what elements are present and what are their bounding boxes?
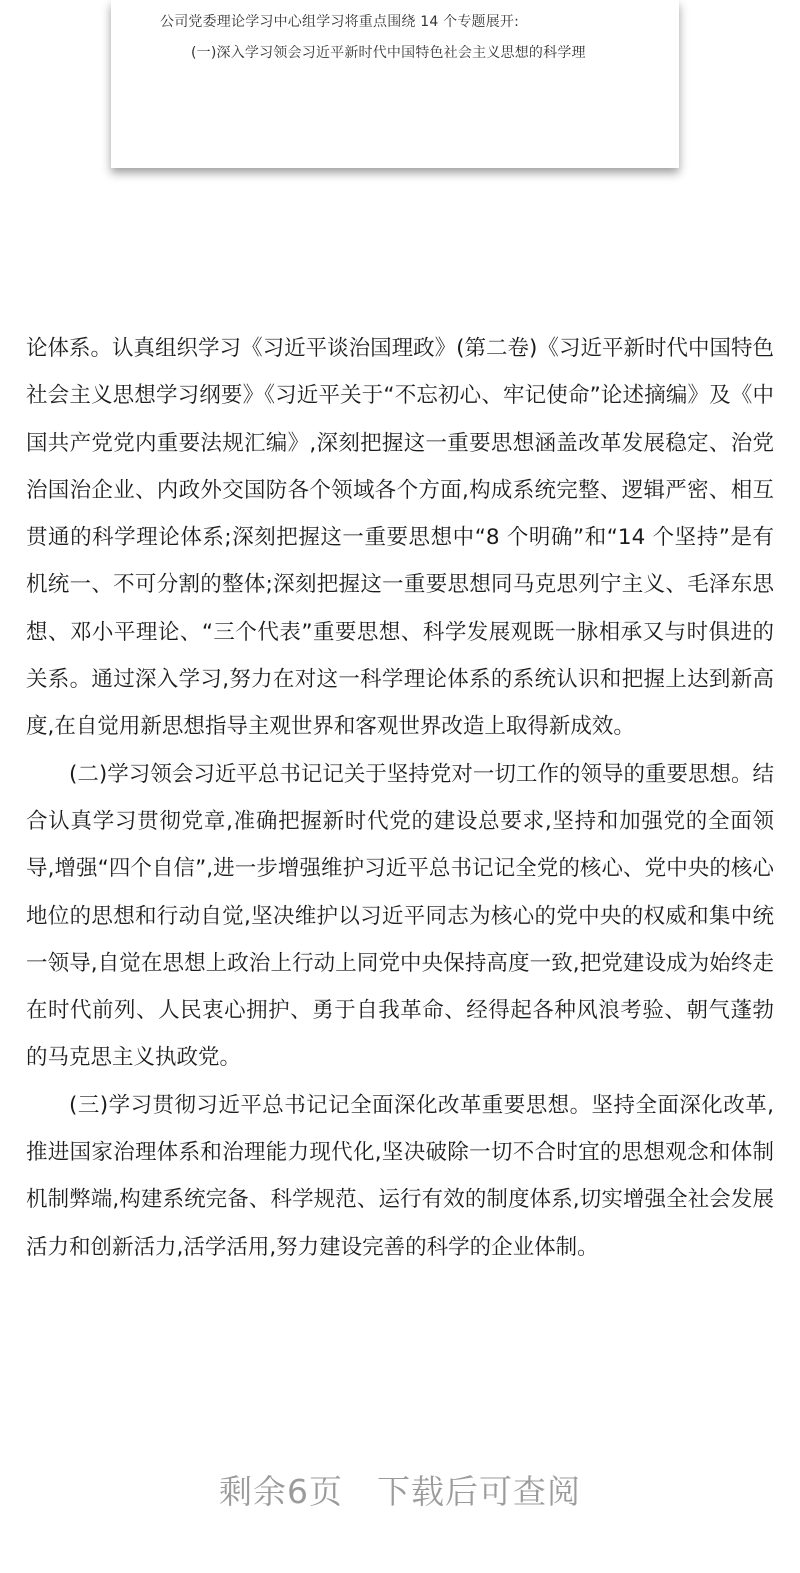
paragraph-1: 论体系。认真组织学习《习近平谈治国理政》(第二卷)《习近平新时代中国特色社会主义思想学习纲要》《习近平关于“不忘初心、牢记使命”论述摘编》及《中国共产党党内重要法规汇编》,深刻把握这一重要思想涵盖改革发展稳定、治党治国治企业、内政外交国防各个领域各个方面,构成系统完整、逻辑严密、相互贯通的科学理论体系;深刻把握这一重要思想中“8 个明确”和“14 个坚持”是有机统一、不可分割的整体;深刻把握这一重要思想同马克思列宁主义、毛泽东思想、邓小平理论、“三个代表”重要思想、科学发展观既一脉相承又与时俱进的关系。通过深入学习,努力在对这一科学理论体系的系统认识和把握上达到新高度,在自觉用新思想指导主观世界和客观世界改造上取得新成效。 (26, 336, 774, 740)
preview-line-2: (一)深入学习领会习近平新时代中国特色社会主义思想的科学理 (191, 45, 586, 61)
remaining-pages-label: 剩余6页 (219, 1472, 343, 1511)
paragraph-2: (二)学习领会习近平总书记记关于坚持党对一切工作的领导的重要思想。结合认真学习贯彻党章,准确把握新时代党的建设总要求,坚持和加强党的全面领导,增强“四个自信”,进一步增强维护习近平总书记记全党的核心、党中央的核心地位的思想和行动自觉,坚决维护以习近平同志为核心的党中央的权威和集中统一领导,自觉在思想上政治上行动上同党中央保持高度一致,把党建设成为始终走在时代前列、人民衷心拥护、勇于自我革命、经得起各种风浪考验、朝气蓬勃的马克思主义执政党。 (26, 761, 774, 1071)
download-prompt-label: 下载后可查阅 (377, 1472, 581, 1511)
page-preview-card (111, 0, 679, 168)
document-body (26, 325, 774, 1271)
paragraph-3: (三)学习贯彻习近平总书记记全面深化改革重要思想。坚持全面深化改革,推进国家治理体系和治理能力现代化,坚决破除一切不合时宜的思想观念和体制机制弊端,构建系统完备、科学规范、运行有效的制度体系,切实增强全社会发展活力和创新活力,活学活用,努力建设完善的科学的企业体制。 (26, 1092, 774, 1260)
download-to-read-more-button[interactable] (0, 1466, 800, 1513)
preview-line-1: 公司党委理论学习中心组学习将重点围绕 14 个专题展开: (160, 14, 520, 30)
